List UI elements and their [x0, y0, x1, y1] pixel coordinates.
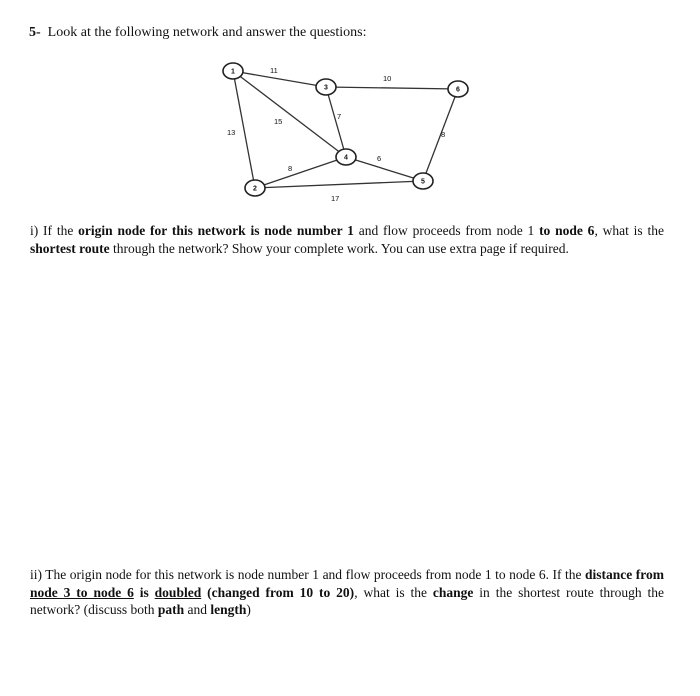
question-i-text-2: and flow proceeds from node 1 — [353, 223, 540, 238]
question-ii-text-1: ii) The origin node for this network is node number 1 and flow proceeds from node 1 to node 6. If the — [30, 567, 585, 582]
edge-weight-1-2: 13 — [227, 128, 236, 137]
question-ii-text-4: and — [184, 602, 211, 617]
question-ii-bold-is: is — [133, 584, 155, 600]
question-ii-underlined-doubled: doubled — [154, 584, 202, 600]
edge-2-4 — [255, 154, 348, 188]
node-2-label: 2 — [253, 185, 257, 193]
question-ii — [30, 566, 664, 619]
edge-3-6 — [326, 87, 458, 89]
question-i-bold-shortest-route: shortest route — [30, 240, 110, 256]
question-ii-text-5: ) — [246, 602, 251, 617]
node-5-label: 5 — [421, 178, 425, 186]
question-ii-text-3: in the shortest route through the network? (discuss both — [30, 584, 665, 617]
node-6-label: 6 — [456, 86, 460, 94]
question-number: 5- — [29, 25, 41, 40]
question-i-bold-destination: to node 6 — [539, 223, 595, 238]
question-ii-underlined-nodes: node 3 to node 6 — [30, 584, 134, 600]
edge-weight-3-6: 10 — [383, 74, 392, 83]
edge-2-5 — [255, 178, 425, 188]
edge-4-5 — [344, 154, 423, 181]
edge-weight-6-5: 8 — [441, 130, 446, 139]
question-ii-bold-distance: distance from — [585, 567, 665, 582]
edge-weight-1-4: 15 — [274, 117, 283, 126]
question-i-text-4: through the network? Show your complete work. You can use extra page if required. — [109, 240, 569, 256]
node-2 — [245, 180, 265, 196]
question-ii-bold-change: change — [432, 584, 474, 600]
edge-weight-2-4: 8 — [288, 164, 293, 173]
node-1 — [223, 63, 243, 79]
question-ii-text-2: , what is the — [354, 584, 433, 600]
node-6 — [448, 81, 468, 97]
node-1-label: 1 — [231, 68, 235, 76]
edge-3-4 — [324, 84, 346, 157]
question-ii-bold-path: path — [157, 602, 185, 617]
node-3-label: 3 — [324, 84, 328, 92]
question-i — [30, 222, 664, 257]
edge-weight-2-5: 17 — [331, 194, 340, 203]
node-3 — [316, 79, 336, 95]
question-i-bold-origin: origin node for this network is node number 1 — [78, 223, 354, 238]
question-i-text-3: , what is the — [594, 223, 664, 238]
question-i-text-1: i) If the — [30, 223, 79, 238]
question-heading-text: Look at the following network and answer the questions: — [47, 25, 367, 40]
network-diagram — [0, 0, 700, 220]
node-4-label: 4 — [344, 154, 348, 162]
edge-weight-3-4: 7 — [337, 112, 342, 121]
edge-weight-4-5: 6 — [377, 154, 382, 163]
question-ii-bold-length: length — [210, 602, 247, 617]
node-5 — [413, 173, 433, 189]
node-4 — [336, 149, 356, 165]
edge-weight-1-3: 11 — [270, 66, 278, 75]
question-ii-bold-changed: (changed from 10 to 20) — [201, 584, 355, 600]
